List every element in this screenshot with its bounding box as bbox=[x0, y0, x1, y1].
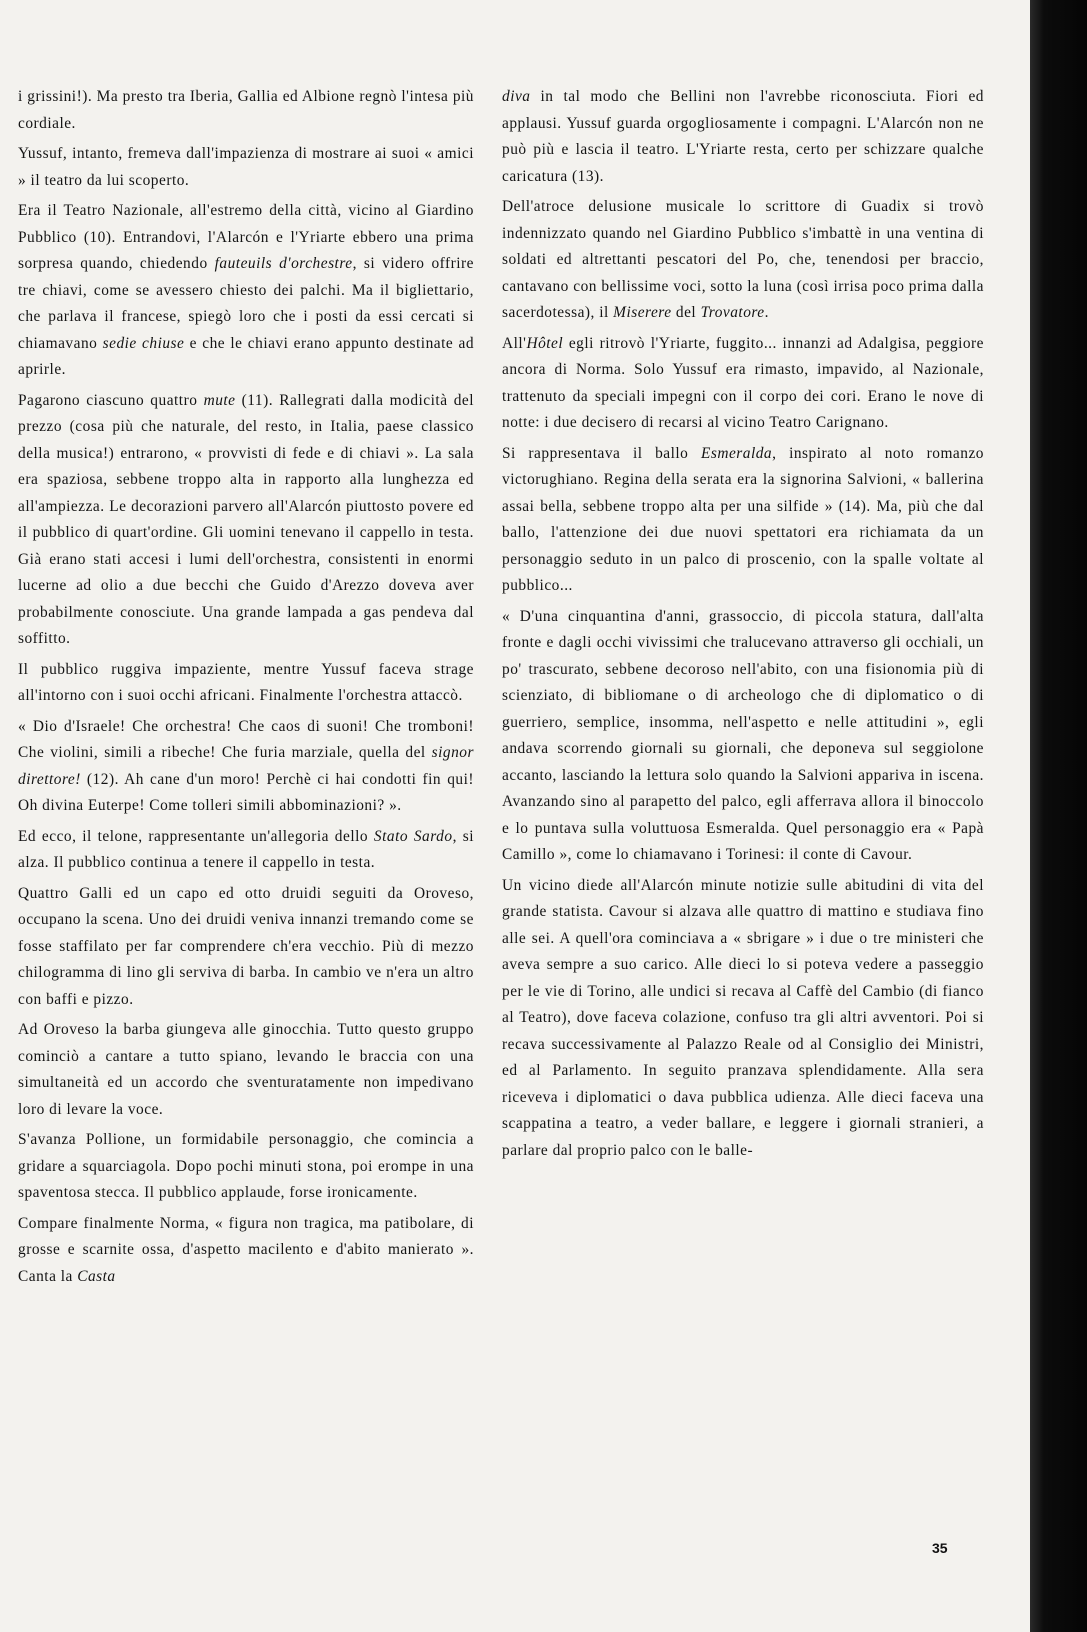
text-run: e che le chiavi erano appunto destinate ad aprirle. bbox=[18, 334, 475, 378]
italic-text: Hôtel bbox=[526, 334, 564, 352]
text-run: Dell'atroce delusione musicale lo scrittore di Guadix si trovò indennizzato quando nel Giardino Pubblico s'imbattè in una ventina di soldati ed altrettanti pescatori del Po, che, tenendosi per braccio, cantavano con bellissime voci, sotto la luna (così irrisa poco prima dalla sacerdotessa), il bbox=[502, 198, 984, 321]
paragraph bbox=[18, 714, 474, 820]
page-number: 35 bbox=[932, 1540, 948, 1556]
paragraph bbox=[18, 824, 474, 877]
paragraph bbox=[18, 1017, 474, 1123]
text-run: (11). Rallegrati dalla modicità del prezzo (cosa più che naturale, del resto, in Italia, paese classico della musica!) entrarono, « provvisti di fede e di chiavi ». La sala era spaziosa, sebbene troppo alta in rapporto alla lunghezza ed all'ampiezza. Le decorazioni parvero all'Alarcón piuttosto povere ed il pubblico di quart'ordine. Gli uomini tenevano il cappello in testa. Già erano stati accesi i lumi dell'orchestra, consistenti in enormi lucerne ad olio a due becchi che Guido d'Arezzo doveva aver probabilmente conosciute. Una grande lampada a gas pendeva dal soffitto. bbox=[18, 391, 474, 647]
text-run: S'avanza Pollione, un formidabile personaggio, che comincia a gridare a squarciagola. Dopo pochi minuti stona, poi erompe in una spaventosa stecca. Il pubblico applaude, forse ironicamente. bbox=[18, 1131, 474, 1201]
paragraph bbox=[502, 331, 984, 437]
paragraph bbox=[18, 141, 474, 194]
paragraph bbox=[502, 441, 984, 600]
text-run: , si videro offrire tre chiavi, come se avessero chiesto dei palchi. Ma il bigliettario, che parlava il francese, spiegò loro che i posti da essi cercati si chiamavano bbox=[18, 255, 474, 352]
paragraph bbox=[18, 388, 474, 653]
text-run: egli ritrovò l'Yriarte, fuggito... innanzi ad Adalgisa, peggiore ancora di Norma. Solo Yussuf era rimasto, impavido, al Nazionale, trattenuto da speciali impegni con il corpo dei cori. Erano le nove di notte: i due decisero di recarsi al vicino Teatro Carignano. bbox=[502, 334, 984, 431]
text-run: Era il Teatro Nazionale, all'estremo della città, vicino al Giardino Pubblico (10). Entrandovi, l'Alarcón e l'Yriarte ebbero una prima sorpresa quando, chiedendo bbox=[18, 202, 474, 272]
text-run: Il pubblico ruggiva impaziente, mentre Yussuf faceva strage all'intorno con i suoi occhi africani. Finalmente l'orchestra attaccò. bbox=[18, 660, 474, 704]
italic-text: mute bbox=[203, 391, 236, 409]
text-run: Yussuf, intanto, fremeva dall'impazienza di mostrare ai suoi « amici » il teatro da lui scoperto. bbox=[18, 145, 474, 189]
italic-text: diva bbox=[502, 88, 531, 105]
paragraph bbox=[18, 198, 474, 384]
text-run: del bbox=[671, 304, 701, 321]
text-run: Si rappresentava il ballo bbox=[502, 444, 701, 462]
italic-text: Miserere bbox=[613, 304, 672, 321]
text-run: i grissini!). Ma presto tra Iberia, Gallia ed Albione regnò l'intesa più cordiale. bbox=[18, 88, 474, 132]
italic-text: Stato Sardo bbox=[373, 827, 453, 845]
text-run: in tal modo che Bellini non l'avrebbe riconosciuta. Fiori ed applausi. Yussuf guarda orgogliosamente i compagni. L'Alarcón non ne può più e lascia il teatro. L'Yriarte resta, certo per schizzare qualche caricatura (13). bbox=[502, 88, 984, 185]
text-run: Ed ecco, il telone, rappresentante un'allegoria dello bbox=[18, 827, 374, 845]
text-run: Compare finalmente Norma, « figura non tragica, ma patibolare, di grosse e scarnite ossa, d'aspetto macilento e d'abito manierato ». Canta la bbox=[18, 1214, 474, 1285]
text-run: All' bbox=[502, 334, 527, 352]
text-run: « Dio d'Israele! Che orchestra! Che caos di suoni! Che tromboni! Che violini, simili a ribeche! Che furia marziale, quella del bbox=[18, 717, 474, 761]
right-text-column bbox=[502, 84, 984, 1168]
paragraph bbox=[18, 84, 474, 137]
italic-text: Casta bbox=[77, 1267, 116, 1285]
paragraph bbox=[18, 1127, 474, 1207]
italic-text: signor direttore! bbox=[18, 744, 474, 788]
paragraph bbox=[502, 194, 984, 327]
paragraph bbox=[18, 657, 474, 710]
text-run: Pagarono ciascuno quattro bbox=[18, 391, 204, 409]
text-run: , si alza. Il pubblico continua a tenere il cappello in testa. bbox=[18, 827, 475, 871]
text-run: « D'una cinquantina d'anni, grassoccio, di piccola statura, dall'alta fronte e dagli occhi vivissimi che tralucevano attraverso gli occhiali, un po' trascurato, sebbene decoroso nell'abito, con una fisionomia più di scienziato, di bibliomane o di archeologo che di diplomatico o di guerriero, semplice, insomma, nell'aspetto e nelle attitudini », egli andava scorrendo giornali su giornali, che deponeva sul seggiolone accanto, lasciando la lettura solo quando la Salvioni appariva in iscena. Avanzando sino al parapetto del palco, egli afferrava allora il binoccolo e lo puntava sulla voluttuosa Esmeralda. Quel personaggio era « Papà Camillo », come lo chiamavano i Torinesi: il conte di Cavour. bbox=[502, 607, 984, 863]
paragraph bbox=[18, 881, 474, 1014]
text-run: Un vicino diede all'Alarcón minute notizie sulle abitudini di vita del grande statista. Cavour si alzava alle quattro di mattino e studiava fino alle sei. A quell'ora cominciava a « sbrigare » i due o tre ministeri che aveva sempre a suo carico. Alle dieci lo si poteva vedere a passeggio per le vie di Torino, alle undici si recava al Caffè del Cambio (di fianco al Teatro), dove faceva colazione, confuso tra gli altri avventori. Poi si recava successivamente al Palazzo Reale od al Consiglio dei Ministri, ed al Parlamento. In seguito pranzava splendidamente. Alla sera riceveva i diplomatici o dava pubblica udienza. Alle dieci faceva una scappatina a teatro, a veder ballare, e leggere i giornali stranieri, a parlare dal proprio palco con le balle- bbox=[502, 876, 984, 1159]
italic-text: fauteuils d'orchestre bbox=[214, 255, 353, 272]
text-run: . bbox=[764, 304, 769, 321]
italic-text: Trovatore bbox=[700, 304, 765, 321]
paragraph bbox=[502, 604, 984, 869]
text-run: (12). Ah cane d'un moro! Perchè ci hai condotti fin qui! Oh divina Euterpe! Come tolleri simili abbominazioni? ». bbox=[18, 770, 474, 814]
text-run: , inspirato al noto romanzo victorughiano. Regina della serata era la signorina Salvioni, « ballerina assai bella, sebbene troppo alta per una silfide » (14). Ma, più che dal ballo, l'attenzione dei due nuovi spettatori era richiamata da un personaggio seduto in un palco di proscenio, con la spalle voltate al pubblico... bbox=[502, 444, 984, 594]
left-text-column bbox=[18, 84, 474, 1294]
text-run: Ad Oroveso la barba giungeva alle ginocchia. Tutto questo gruppo cominciò a cantare a tutto spiano, levando le braccia con una simultaneità ed un accordo che sventuratamente non impedivano loro di levare la voce. bbox=[18, 1021, 474, 1118]
text-run: Quattro Galli ed un capo ed otto druidi seguiti da Oroveso, occupano la scena. Uno dei druidi veniva innanzi tremando come se fosse staffilato per far comprendere ch'era vecchio. Più di mezzo chilogramma di lino gli serviva di barba. In cambio ve n'era un altro con baffi e pizzo. bbox=[18, 884, 474, 1008]
italic-text: sedie chiuse bbox=[102, 334, 185, 352]
paragraph bbox=[18, 1211, 474, 1291]
paragraph bbox=[502, 84, 984, 190]
paragraph bbox=[502, 873, 984, 1165]
italic-text: Esmeralda bbox=[700, 444, 773, 462]
scan-dark-edge bbox=[1030, 0, 1087, 1632]
